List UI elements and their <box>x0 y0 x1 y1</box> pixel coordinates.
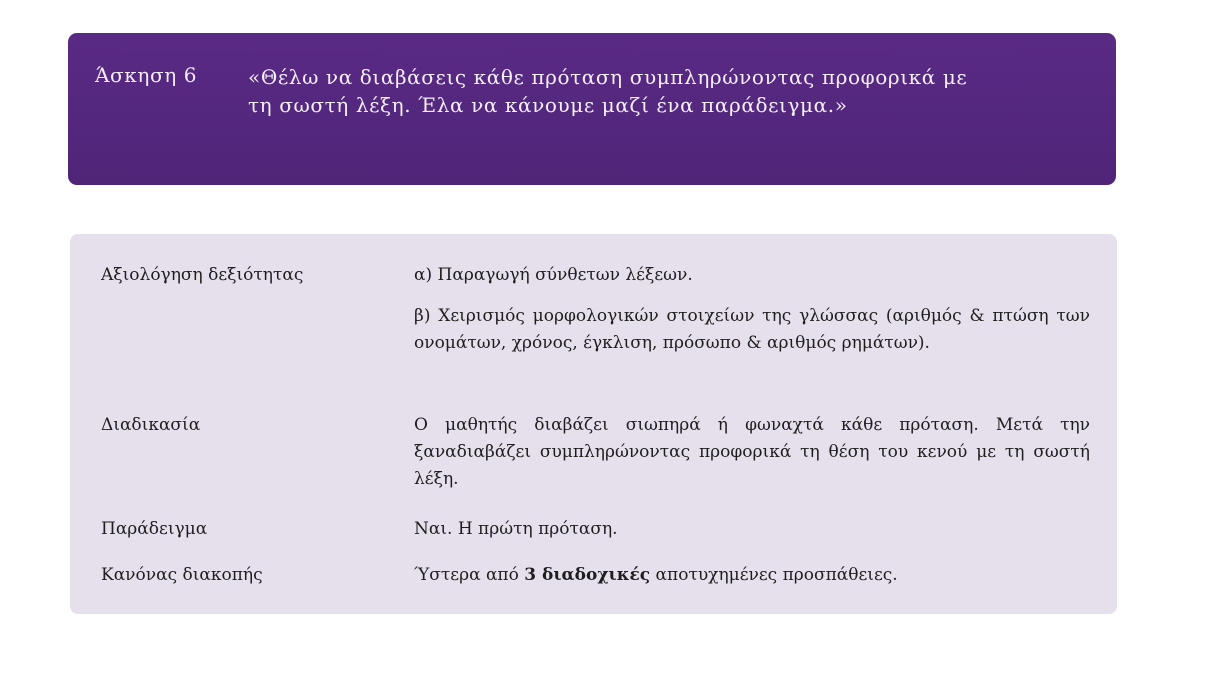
exercise-instruction <box>248 63 1098 119</box>
stop-rule-value <box>414 562 1090 589</box>
stop-text-before: Ύστερα από <box>414 565 525 585</box>
exercise-label: Άσκηση 6 <box>95 63 198 87</box>
skill-a: α) Παραγωγή σύνθετων λέξεων. <box>414 265 693 285</box>
skill-label: Αξιολόγηση δεξιότητας <box>101 265 304 285</box>
exercise-details <box>70 234 1117 614</box>
instruction-line-1: «Θέλω να διαβάσεις κάθε πρόταση συμπληρώνοντας προφορικά με <box>248 65 968 89</box>
skill-b: β) Χειρισμός μορφολογικών στοιχείων της γλώσσας (αριθμός & πτώση των ονομάτων, χρόνος, έγκλιση, πρόσωπο & αριθμός ρημάτων). <box>414 306 1090 353</box>
procedure-label: Διαδικασία <box>101 415 201 435</box>
example-value <box>414 516 1090 543</box>
stop-rule-text <box>414 562 1090 589</box>
exercise-header <box>68 33 1116 185</box>
example-label: Παράδειγμα <box>101 519 208 539</box>
stop-text-bold: 3 διαδοχικές <box>524 565 651 585</box>
procedure-value <box>414 412 1090 493</box>
skill-value <box>414 262 1090 357</box>
instruction-line-2: τη σωστή λέξη. Έλα να κάνουμε μαζί ένα παράδειγμα.» <box>248 93 848 117</box>
procedure-text: Ο μαθητής διαβάζει σιωπηρά ή φωναχτά κάθε πρόταση. Μετά την ξαναδιαβάζει συμπληρώνοντας προφορικά τη θέση του κενού με τη σωστή λέξη. <box>414 415 1090 489</box>
stop-rule-label: Κανόνας διακοπής <box>101 565 263 585</box>
stop-text-after: αποτυχημένες προσπάθειες. <box>650 565 898 585</box>
example-text: Ναι. Η πρώτη πρόταση. <box>414 519 618 539</box>
